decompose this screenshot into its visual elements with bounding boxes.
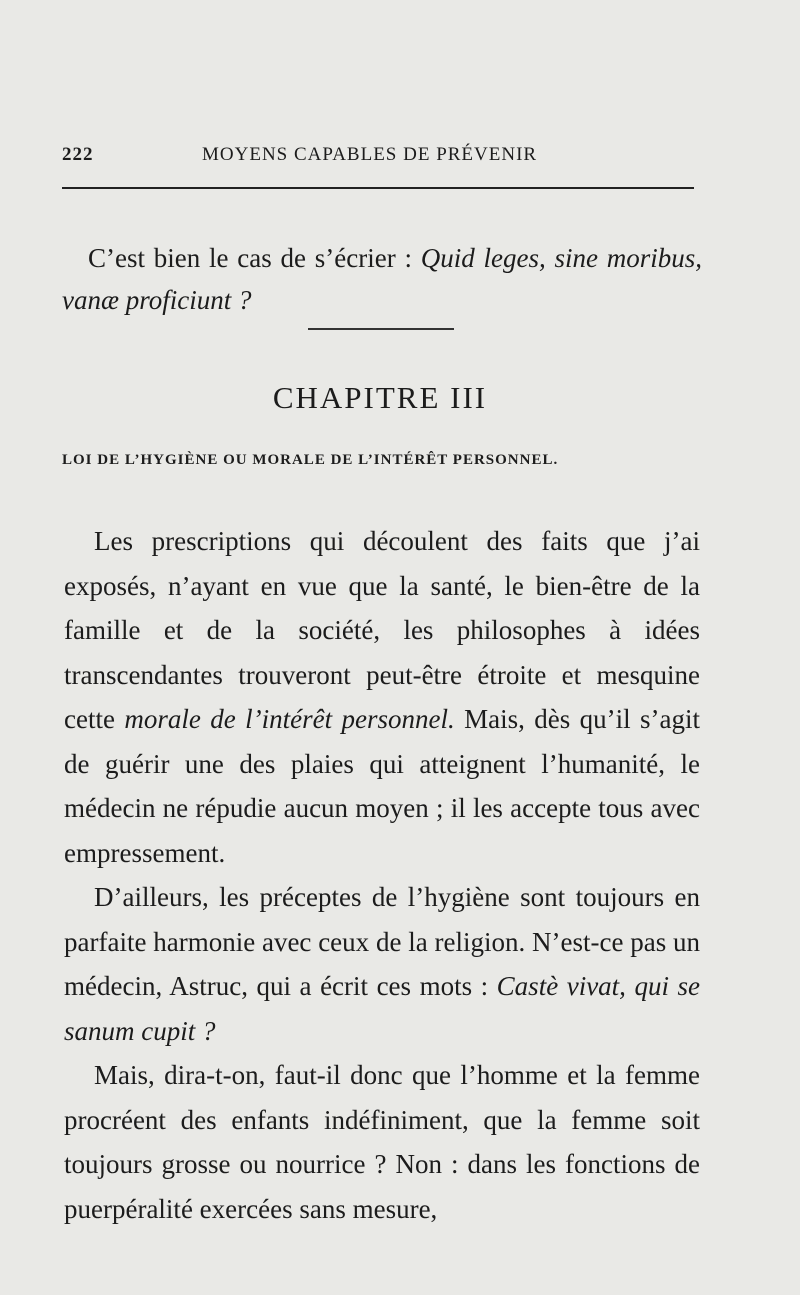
section-divider <box>308 328 454 330</box>
page-number: 222 <box>62 144 94 165</box>
opening-quote <box>62 237 702 321</box>
paragraph-3: Mais, dira-t-on, faut-il donc que l’homme et la femme procréent des enfants indéfiniment, que la femme soit toujours grosse ou nourrice ? Non : dans les fonctions de puerpéralité exercées sans mesure, <box>64 1060 700 1224</box>
running-title: MOYENS CAPABLES DE PRÉVENIR <box>202 144 538 165</box>
latin-quote: Quid leges, sine moribus, vanæ proficiunt ? <box>62 243 702 315</box>
quote-lead: C’est bien le cas de s’écrier : <box>88 243 421 273</box>
emphasis-text: morale de l’intérêt personnel. <box>124 704 455 734</box>
chapter-title: CHAPITRE III <box>272 380 488 415</box>
body-text <box>64 519 700 1231</box>
paragraph-1: Les prescriptions qui découlent des faits que j’ai exposés, n’ayant en vue que la santé, le bien-être de la famille et de la société, les philosophes à idées transcendantes trouveront peut-être étroite et mesquine cette morale de l’intérêt personnel. Mais, dès qu’il s’agit de guérir une des plaies qui atteignent l’humanité, le médecin ne répudie aucun moyen ; il les accepte tous avec empressement. <box>64 526 700 868</box>
paragraph-2: D’ailleurs, les préceptes de l’hygiène sont toujours en parfaite harmonie avec ceux de la religion. N’est-ce pas un médecin, Astruc, qui a écrit ces mots : Castè vivat, qui se sanum cupit ? <box>64 882 700 1046</box>
header-rule <box>62 187 694 189</box>
running-header <box>62 140 692 170</box>
chapter-subtitle: LOI DE L’HYGIÈNE OU MORALE DE L’INTÉRÊT PERSONNEL. <box>62 452 559 468</box>
emphasis-text: Castè vivat, qui se sanum cupit ? <box>64 971 700 1046</box>
